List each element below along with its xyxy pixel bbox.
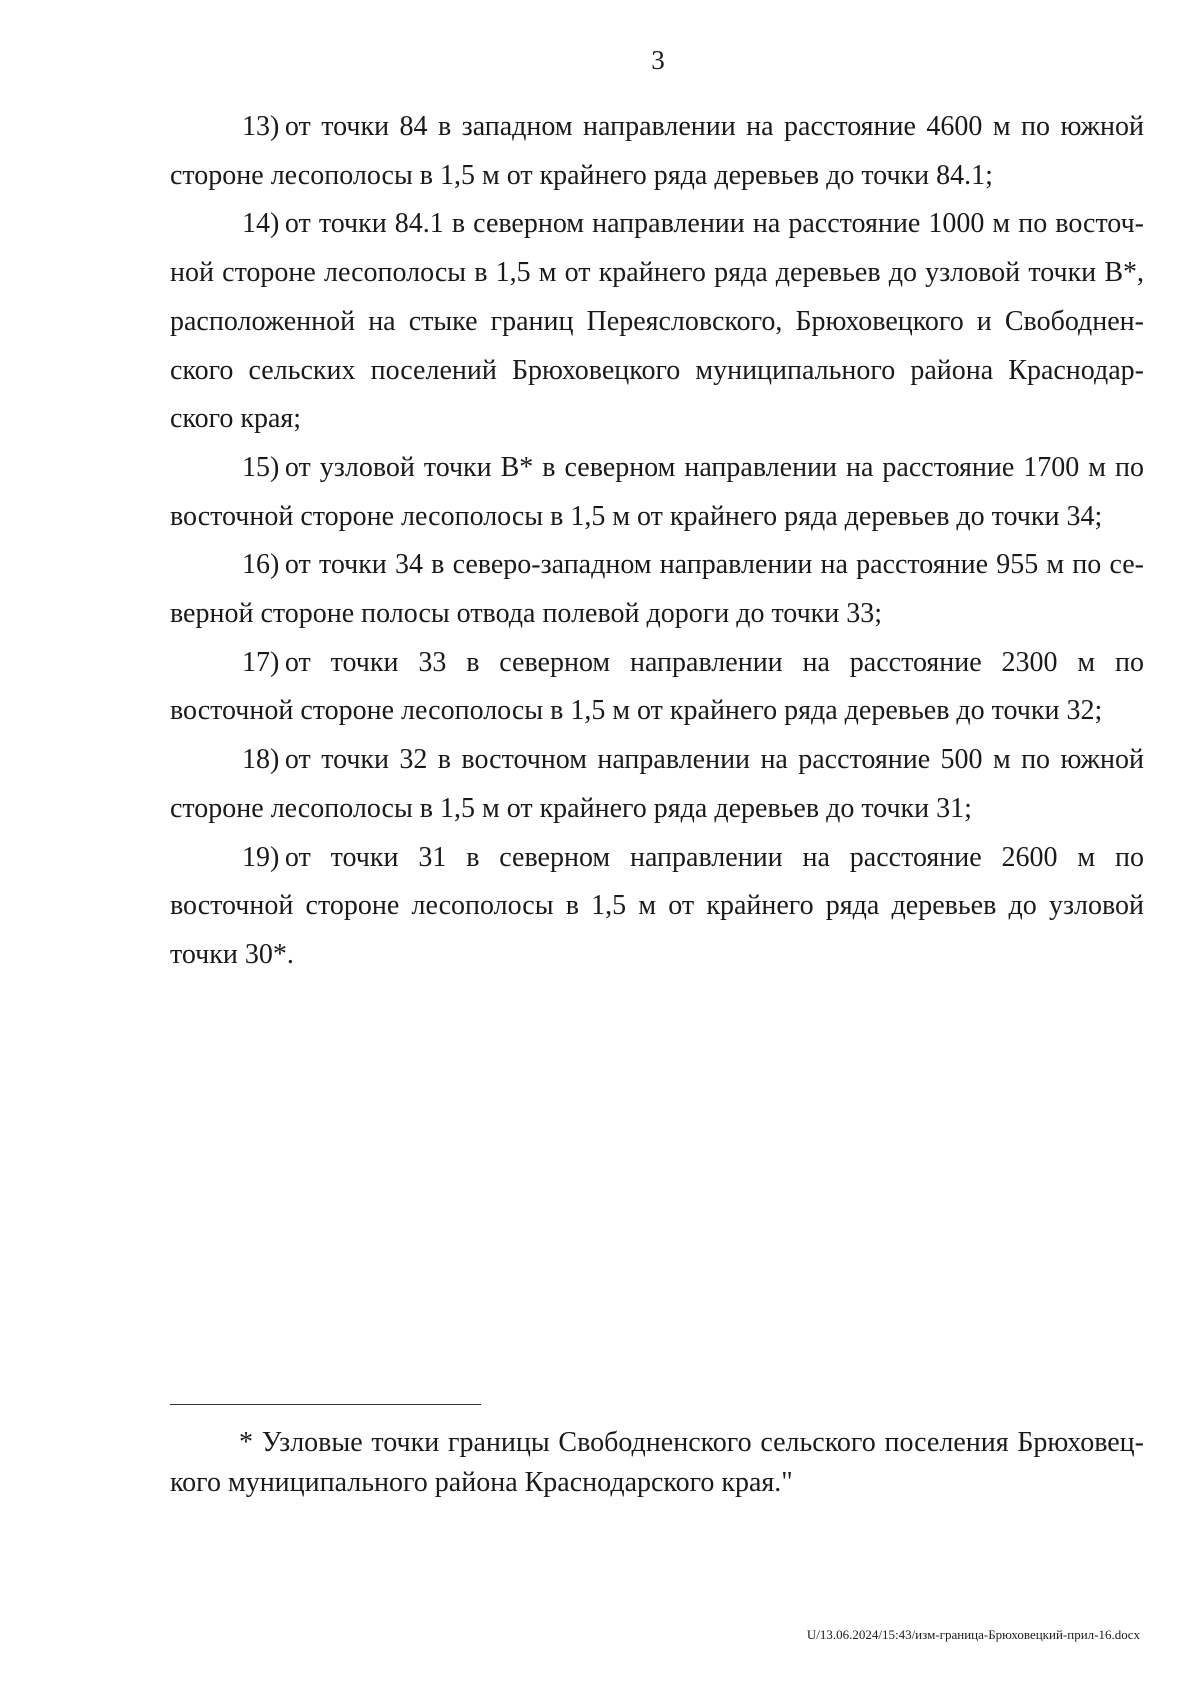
paragraph-15: 15) от узловой точки В* в северном направлении на расстояние 1700 м по восточной стороне лесополосы в 1,5 м от крайнего ряда деревьев до точки 34; (170, 451, 1144, 532)
paragraph-18: 18) от точки 32 в восточном направлении на расстояние 500 м по южной стороне лесополосы в 1,5 м от крайнего ряда деревьев до точки 31; (170, 744, 1144, 824)
document-path: U/13.06.2024/15:43/изм-граница-Брюховецкий-прил-16.docx (806, 1627, 1140, 1642)
paragraph-14: 14) от точки 84.1 в северном направлении на расстояние 1000 м по восточной стороне лесополосы в 1,5 м от крайнего ряда деревьев до узловой точки В*, расположенной на стыке границ Переясловского, Брюховецкого и Свободненского сельских поселений Брюховецкого муниципального района Краснодарского края; (170, 208, 1144, 435)
paragraph-16: 16) от точки 34 в северо-западном направлении на расстояние 955 м по северной стороне полосы отвода полевой дороги до точки 33; (170, 549, 1144, 630)
page-number: 3 (651, 45, 665, 75)
footnote-separator (170, 1404, 481, 1405)
paragraph-13: 13) от точки 84 в западном направлении на расстояние 4600 м по южной стороне лесополосы в 1,5 м от крайнего ряда деревьев до точки 84.1; (170, 111, 1144, 191)
footnote: * Узловые точки границы Свободненского сельского поселения Брюховецкого муниципального района Краснодарского края." (170, 1427, 1144, 1498)
paragraph-19: 19) от точки 31 в северном направлении на расстояние 2600 м по восточной стороне лесополосы в 1,5 м от крайнего ряда деревьев до узловой точки 30*. (170, 841, 1144, 970)
document-body (170, 103, 1144, 980)
paragraph-17: 17) от точки 33 в северном направлении на расстояние 2300 м по восточной стороне лесополосы в 1,5 м от крайнего ряда деревьев до точки 32; (170, 646, 1144, 727)
